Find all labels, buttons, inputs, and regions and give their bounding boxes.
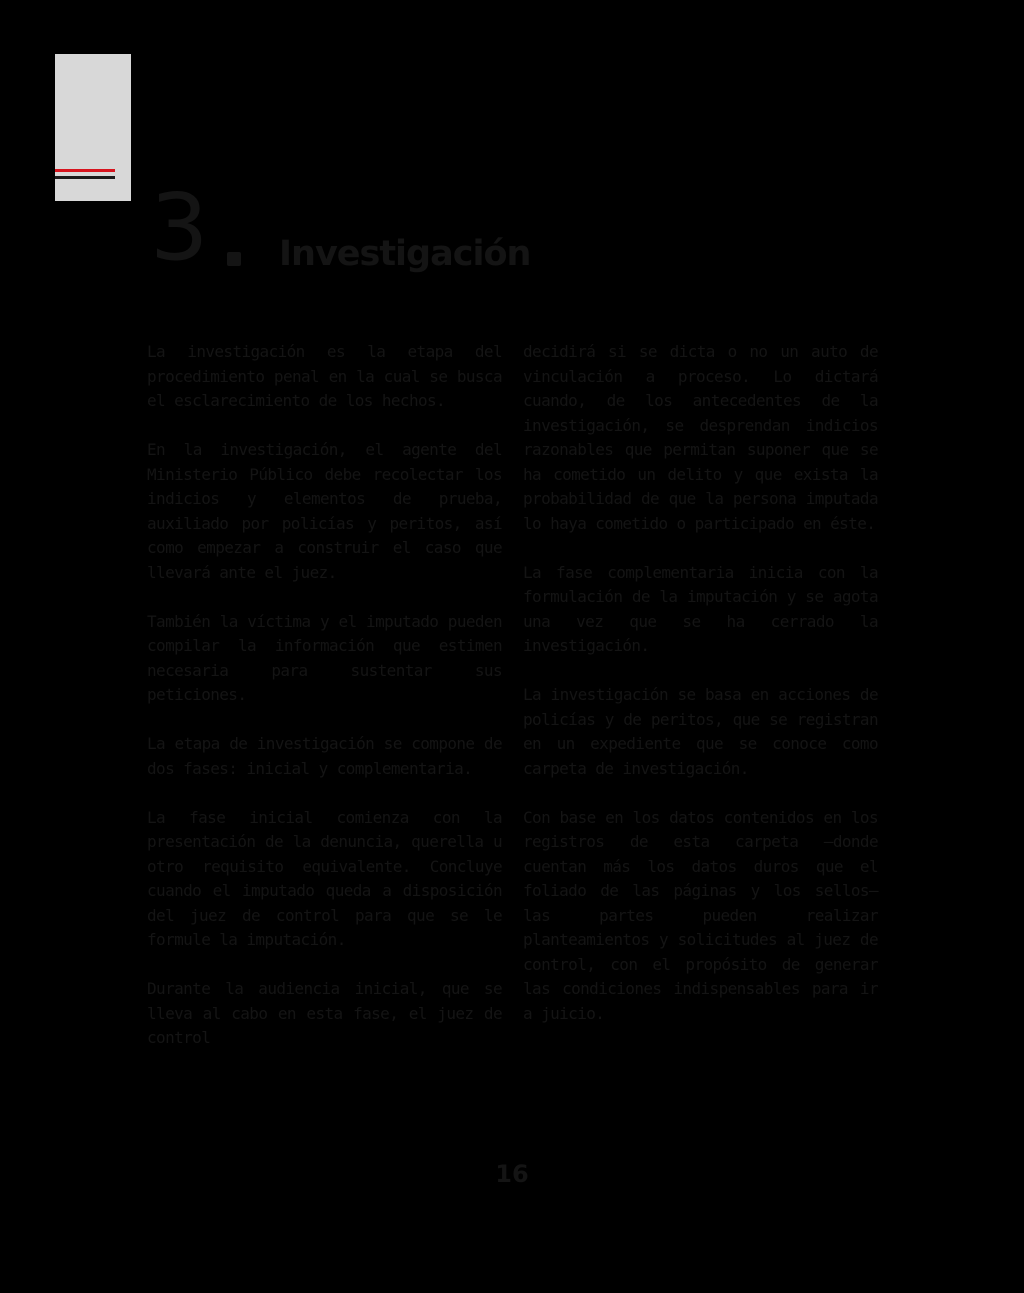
chapter-tab-red-stripe <box>55 169 115 172</box>
chapter-tab-dark-stripe <box>55 176 115 179</box>
paragraph: La investigación se basa en acciones de policías y de peritos, que se registran en un expediente que se conoce como carpeta de investigación. <box>523 685 878 778</box>
chapter-number: 3 <box>150 174 207 281</box>
paragraph: La investigación es la etapa del procedimiento penal en la cual se busca el esclarecimiento de los hechos. <box>147 342 502 410</box>
left-text-column <box>147 340 502 1075</box>
paragraph: decidirá si se dicta o no un auto de vinculación a proceso. Lo dictará cuando, de los antecedentes de la investigación, se desprendan indicios razonables que permitan suponer que se ha cometido un delito y que exista la probabilidad de que la persona imputada lo haya cometido o participado en éste. <box>523 342 878 533</box>
paragraph: En la investigación, el agente del Ministerio Público debe recolectar los indicios y elementos de prueba, auxiliado por policías y peritos, así como empezar a construir el caso que llevará ante el juez. <box>147 440 502 582</box>
right-text-column <box>523 340 878 1051</box>
chapter-number-dot <box>227 252 241 266</box>
paragraph: La fase complementaria inicia con la formulación de la imputación y se agota una vez que se ha cerrado la investigación. <box>523 562 878 655</box>
chapter-title: Investigación <box>279 234 531 274</box>
paragraph: La fase inicial comienza con la presentación de la denuncia, querella u otro requisito equivalente. Concluye cuando el imputado queda a disposición del juez de control para que se le formule la imputación. <box>147 807 502 949</box>
paragraph: Durante la audiencia inicial, que se lleva al cabo en esta fase, el juez de control <box>147 979 502 1047</box>
paragraph: La etapa de investigación se compone de dos fases: inicial y complementaria. <box>147 734 502 778</box>
paragraph: Con base en los datos contenidos en los registros de esta carpeta —donde cuentan más los datos duros que el foliado de las páginas y los sellos— las partes pueden realizar planteamientos y solicitudes al juez de control, con el propósito de generar las condiciones indispensables para ir a juicio. <box>523 807 878 1023</box>
paragraph: También la víctima y el imputado pueden compilar la información que estimen necesaria para sustentar sus peticiones. <box>147 611 502 704</box>
page-number: 16 <box>495 1160 529 1188</box>
